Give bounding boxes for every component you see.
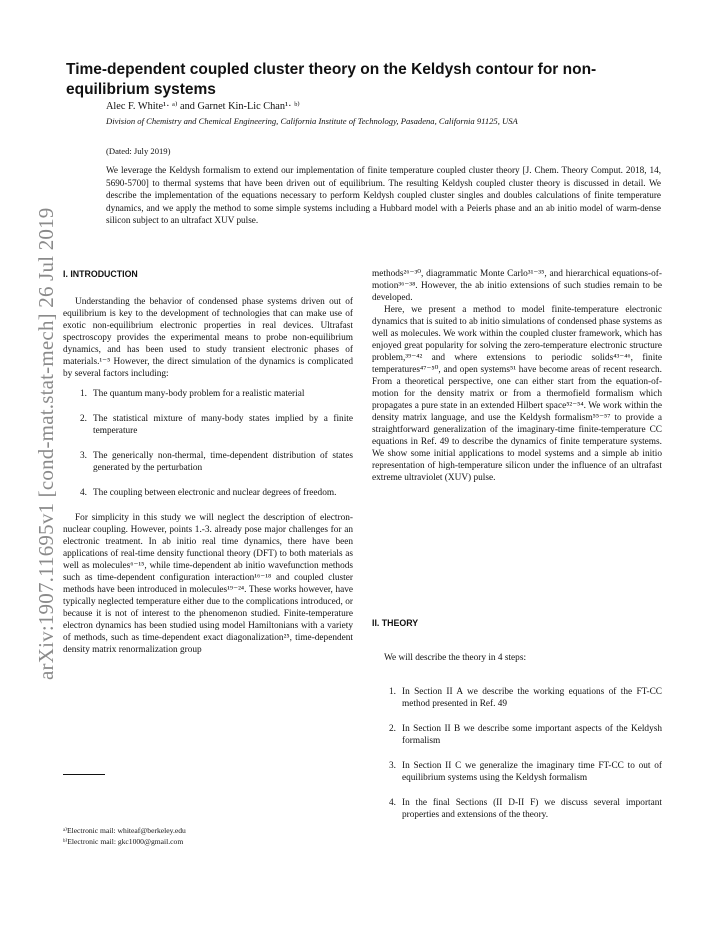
left-column (63, 268, 353, 656)
list-item-number: 2. (80, 414, 87, 424)
footnote-b: ᵇ⁾Electronic mail: gkc1000@gmail.com (63, 837, 184, 846)
author-list: Alec F. White¹· ᵃ⁾ and Garnet Kin-Lic Chan¹· ᵇ⁾ (106, 101, 300, 112)
section-heading-theory: II. THEORY (372, 618, 419, 628)
list-item-number: 1. (389, 687, 396, 697)
list-item-text: The statistical mixture of many-body states implied by a finite temperature (93, 414, 353, 436)
abstract: We leverage the Keldysh formalism to extend our implementation of finite temperature coupled cluster theory [J. Chem. Theory Comput. 2018, 14, 5690-5700] to thermal systems that have been driven out of equilibrium. The resulting Keldysh coupled cluster theory is discussed in detail. We describe the implementation of the equations necessary to perform Keldysh coupled cluster singles and doubles calculations of finite temperature dynamics, and we apply the method to some simple systems including a Hubbard model with a Peierls phase and an ab initio model of warm-dense silicon subject to an ultrafact XUV pulse. (106, 165, 661, 225)
list-item-number: 4. (80, 488, 87, 498)
list-item-number: 3. (80, 451, 87, 461)
list-item-number: 3. (389, 761, 396, 771)
list-item-number: 2. (389, 724, 396, 734)
list-item-number: 1. (80, 389, 87, 399)
list-item (63, 487, 353, 499)
list-item-text: In Section II C we generalize the imaginary time FT-CC to out of equilibrium systems using the Keldysh formalism (402, 761, 662, 783)
right-paragraph-2: Here, we present a method to model finite-temperature electronic dynamics that is suited to ab initio simulations of condensed phase systems as well as molecules. We work within the coupled cluster framework, which has enjoyed great popularity for solving the zero-temperature electronic structure problem,³⁹⁻⁴² and where extensions to periodic solids⁴³⁻⁴⁶, finite temperatures⁴⁷⁻⁵⁰, and open systems⁵¹ have become areas of recent research. From a theoretical perspective, one can either start from the equation-of-motion for the density matrix or from a thermofield formalism which propagates a pure state in an extended Hilbert space⁵²⁻⁵⁴. We work within the density matrix language, and use the Keldysh formalism⁵⁵⁻⁵⁷ to provide a straightforward generalization of the imaginary-time finite-temperature CC equations in Ref. 49 to describe the dynamics of finite temperature systems. We show some initial applications to model systems and a simple ab initio representation of high-temperature silicon under the influence of an ultrafast extreme ultraviolet (XUV) pulse. (372, 305, 662, 483)
section-heading-introduction: I. INTRODUCTION (63, 269, 138, 279)
affiliation: Division of Chemistry and Chemical Engineering, California Institute of Technology, Pasadena, California 91125, USA (106, 116, 518, 126)
challenge-list (63, 388, 353, 499)
list-item-text: In the final Sections (II D-II F) we discuss several important properties and extensions of the theory. (402, 798, 662, 820)
theory-intro: We will describe the theory in 4 steps: (384, 653, 527, 663)
list-item-text: The generically non-thermal, time-dependent distribution of states generated by the perturbation (93, 451, 353, 473)
list-item (372, 797, 662, 821)
intro-paragraph-1: Understanding the behavior of condensed phase systems driven out of equilibrium is key to the development of technologies that can make use of exotic non-equilibrium electronic properties in real devices. Ultrafast spectroscopy provides the experimental means to probe non-equilibrium dynamics, and has been used to study transient electronic phases of materials.¹⁻⁵ However, the direct simulation of the dynamics is complicated by several factors including: (63, 297, 353, 379)
right-column (372, 268, 662, 484)
paper-title: Time-dependent coupled cluster theory on the Keldysh contour for non-equilibrium systems (66, 61, 597, 98)
list-item (372, 723, 662, 747)
footnotes (63, 825, 186, 847)
intro-paragraph-2: For simplicity in this study we will neglect the description of electron-nuclear coupling. However, points 1.-3. already pose major challenges for an electronic treatment. In ab initio real time dynamics, there have been applications of real-time density functional theory (DFT) to both materials as well as molecules⁶⁻¹⁵, while time-dependent ab initio wavefunction methods such as time-dependent configuration interaction¹⁶⁻¹⁸ and coupled cluster methods have been introduced in molecules¹⁹⁻²⁴. These works however, have typically neglected temperature either due to the complications introduced, or because it is not of interest to the phenomenon studied. Finite-temperature electron dynamics has been studied using model Hamiltonians with a variety of methods, such as time-dependent exact diagonalization²⁵, time-dependent density matrix renormalization group (63, 513, 353, 655)
right-paragraph-1: methods²⁶⁻³⁰, diagrammatic Monte Carlo³¹⁻³⁵, and hierarchical equations-of-motion³⁶⁻³⁸. However, the ab initio extensions of such studies remain to be developed. (372, 269, 662, 303)
list-item (372, 760, 662, 784)
list-item-text: In Section II A we describe the working equations of the FT-CC method presented in Ref. 49 (402, 687, 662, 709)
theory-step-list (372, 686, 662, 834)
footnote-a: ᵃ⁾Electronic mail: whiteaf@berkeley.edu (63, 826, 186, 835)
list-item (63, 413, 353, 437)
list-item-text: The quantum many-body problem for a realistic material (93, 389, 305, 399)
list-item-number: 4. (389, 798, 396, 808)
list-item-text: In Section II B we describe some important aspects of the Keldysh formalism (402, 724, 662, 746)
arxiv-sidebar (0, 0, 58, 932)
list-item (372, 686, 662, 710)
paper-date: (Dated: July 2019) (106, 146, 171, 156)
footnote-divider (63, 774, 105, 775)
list-item (63, 388, 353, 400)
arxiv-identifier: arXiv:1907.11695v1 [cond-mat.stat-mech] 26 Jul 2019 (34, 207, 58, 680)
list-item (63, 450, 353, 474)
list-item-text: The coupling between electronic and nuclear degrees of freedom. (93, 488, 337, 498)
